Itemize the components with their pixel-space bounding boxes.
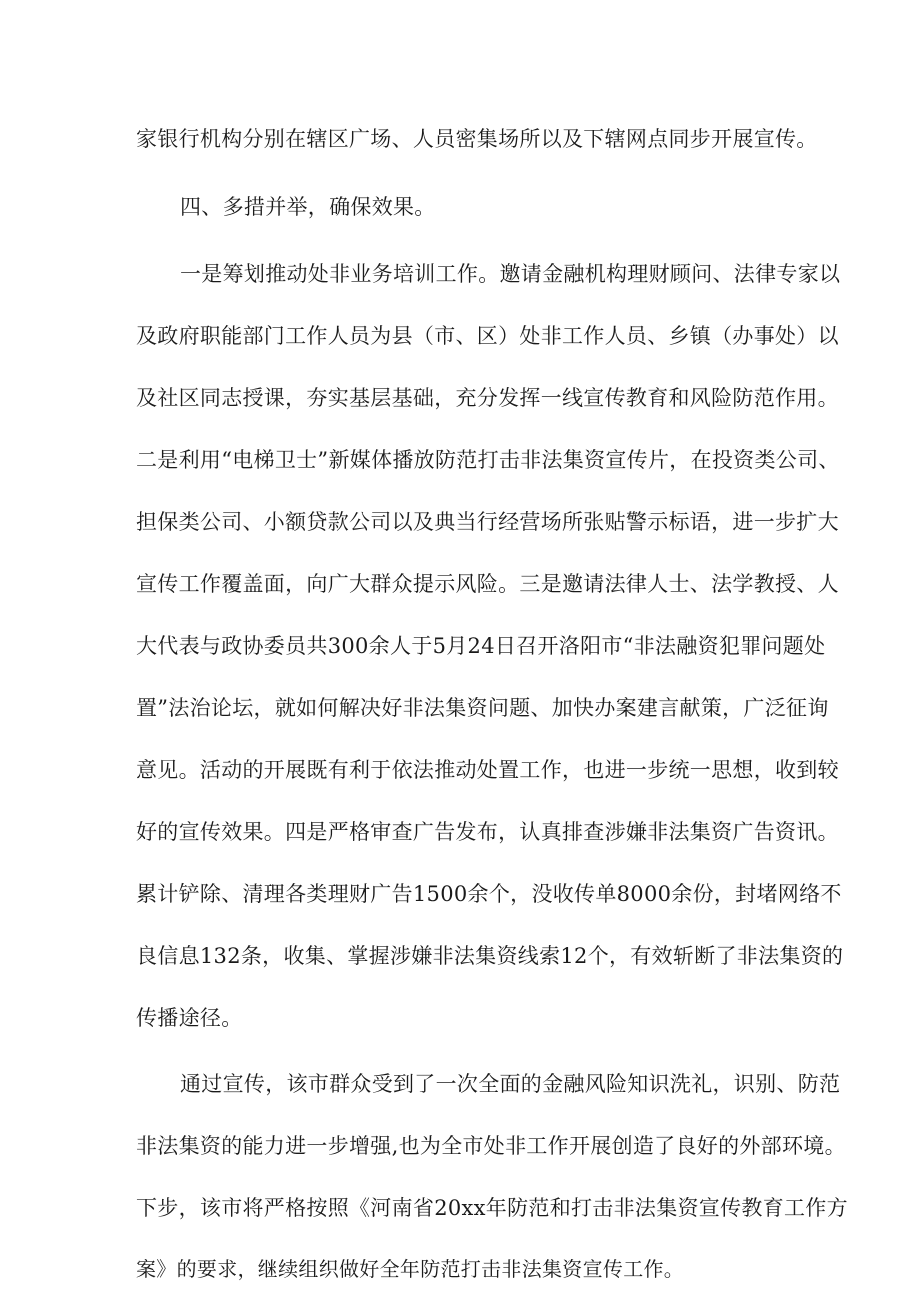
paragraph-line: 担保类公司、小额贷款公司以及典当行经营场所张贴警示标语，进一步扩大	[136, 510, 839, 534]
paragraph-line: 大代表与政协委员共300余人于5月24日召开洛阳市“非法融资犯罪问题处	[136, 634, 826, 658]
paragraph-line: 置”法治论坛，就如何解决好非法集资问题、加快办案建言献策，广泛征询	[136, 696, 829, 720]
paragraph-line: 一是筹划推动处非业务培训工作。邀请金融机构理财顾问、法律专家以	[180, 262, 841, 286]
paragraph-line: 宣传工作覆盖面，向广大群众提示风险。三是邀请法律人士、法学教授、人	[136, 572, 839, 596]
paragraph-line: 及社区同志授课，夯实基层基础，充分发挥一线宣传教育和风险防范作用。	[136, 386, 839, 410]
paragraph-line: 传播途径。	[136, 1006, 243, 1030]
paragraph-line: 良信息132条，收集、掌握涉嫌非法集资线索12个，有效斩断了非法集资的	[136, 944, 844, 968]
paragraph-line: 意见。活动的开展既有利于依法推动处置工作，也进一步统一思想，收到较	[136, 758, 839, 782]
paragraph-line: 好的宣传效果。四是严格审查广告发布，认真排查涉嫌非法集资广告资讯。	[136, 820, 839, 844]
section-heading: 四、多措并举，确保效果。	[180, 195, 436, 219]
paragraph-line: 通过宣传，该市群众受到了一次全面的金融风险知识洗礼，识别、防范	[180, 1072, 841, 1096]
paragraph-line: 二是利用“电梯卫士”新媒体播放防范打击非法集资宣传片，在投资类公司、	[136, 448, 840, 472]
paragraph-line: 案》的要求，继续组织做好全年防范打击非法集资宣传工作。	[136, 1257, 685, 1281]
paragraph-line: 下步，该市将严格按照《河南省20xx年防范和打击非法集资宣传教育工作方	[136, 1196, 848, 1220]
paragraph-line: 累计铲除、清理各类理财广告1500余个，没收传单8000余份，封堵网络不	[136, 882, 842, 906]
paragraph-line: 非法集资的能力进一步增强,也为全市处非工作开展创造了良好的外部环境。	[136, 1134, 846, 1158]
paragraph-line: 家银行机构分别在辖区广场、人员密集场所以及下辖网点同步开展宣传。	[136, 127, 818, 151]
paragraph-line: 及政府职能部门工作人员为县（市、区）处非工作人员、乡镇（办事处）以	[136, 324, 839, 348]
